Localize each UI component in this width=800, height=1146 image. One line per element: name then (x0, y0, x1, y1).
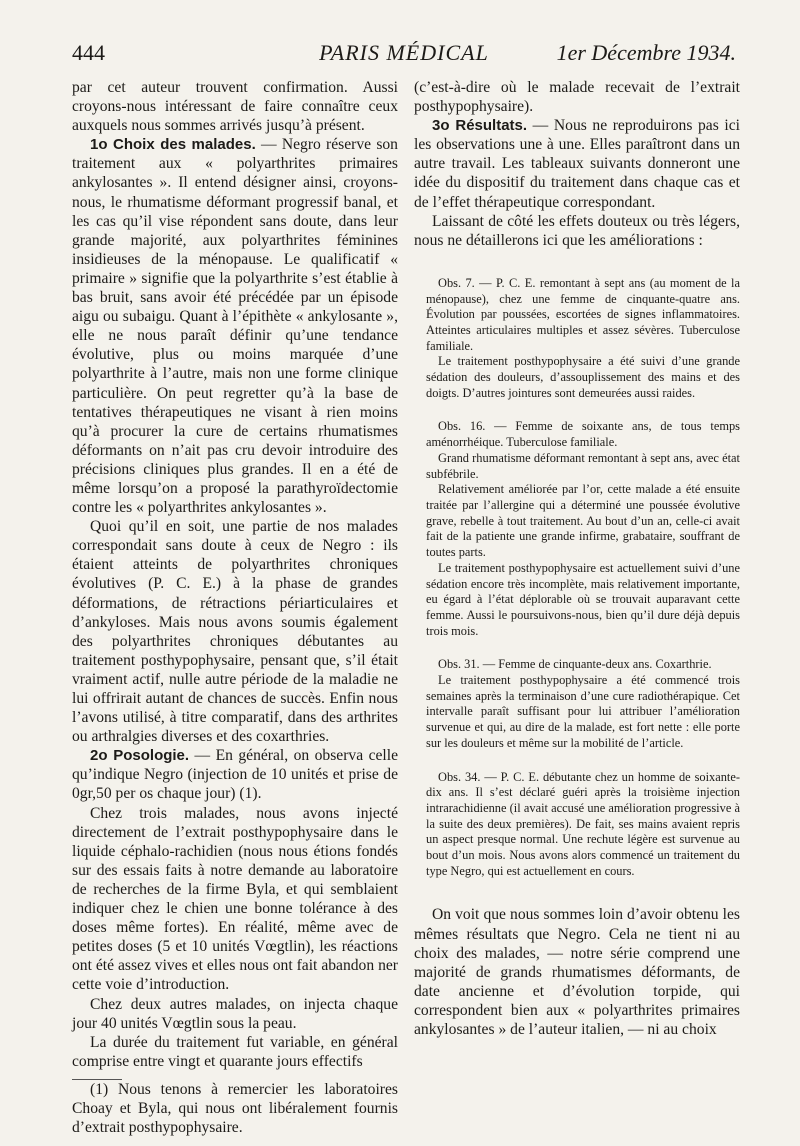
observation-7 (426, 276, 740, 402)
obs-text: Obs. 16. — Femme de soixante ans, de tous temps aménorrhéique. Tuberculose familiale. (426, 419, 740, 450)
paragraph: On voit que nous sommes loin d’avoir obtenu les mêmes résultats que Negro. Cela ne tient ni au choix des malades, — notre série comprend une majorité de grands rhumatismes déformants, de date ancienne et d’évolution torpide, qui correspondent bien aux « polyarthrites primaires ankylosantes » de l’auteur italien, — ni au choix (414, 906, 740, 1039)
paragraph: Chez deux autres malades, on injecta chaque jour 40 unités Vœgtlin sous la peau. (72, 995, 398, 1032)
obs-text: Relativement améliorée par l’or, cette malade a été ensuite traitée par l’allergine qui a déterminé une poussée évolutive grave, rebelle à tout traitement. Au bout d’un an, celle-ci avait fait de la patiente une grande infirme, grabataire, souffrant de toutes parts. (426, 482, 740, 560)
section-heading: 1o Choix des malades. (90, 136, 256, 154)
paragraph: Laissant de côté les effets douteux ou très légers, nous ne détaillerons ici que les améliorations : (414, 212, 740, 249)
section-heading: 2o Posologie. (90, 747, 190, 765)
section-choix (72, 135, 398, 517)
observation-16 (426, 419, 740, 639)
obs-text: Obs. 34. — P. C. E. débutante chez un homme de soixante-dix ans. Il s’est déclaré guéri après la troisième injection intrarachidienne (il avait accusé une amélioration progressive à la suite des deux premières). De fait, ses mains avaient repris un aspect presque normal. Une rechute légère est survenue au bout d’un mois. Nous avons alors commencé un traitement du type Negro, qui est actuellement en cours. (426, 769, 740, 878)
paragraph: Chez trois malades, nous avons injecté directement de l’extrait posthypophysaire dans le liquide céphalo-rachidien (nous nous étions fondés sur des essais faits à notre demande au laboratoire de recherches de la firme Byla, et qui semblaient indiquer chez le chien une bonne tolérance à des doses même fortes). En réalité, même avec de petites doses (5 et 10 unités Vœgtlin), les réactions ont été assez vives et elles nous ont fait abandon ner cette voie d’introduction. (72, 804, 398, 994)
section-body: — En général, on observa celle qu’indique Negro (injection de 10 unités et prise de 0gr,50 per os chaque jour) (1). (72, 747, 399, 803)
right-column (414, 78, 740, 1039)
obs-text: Grand rhumatisme déformant remontant à sept ans, avec état subfébrile. (426, 450, 740, 481)
obs-text: Le traitement posthypophysaire a été suivi d’une grande sédation des douleurs, d’assouplissement des mains et des doigts. D’autres jointures sont demeurées aussi raides. (426, 354, 740, 400)
left-column (72, 78, 398, 1137)
section-posologie (72, 746, 398, 803)
issue-date: 1er Décembre 1934. (556, 40, 736, 65)
obs-text: Le traitement posthypophysaire a été commencé trois semaines après la terminaison d’une cure radiothérapique. Cet intervalle paraît suffisant pour lui attribuer l’amélioration survenue et qui, au dire de la malade, est fort nette : elle porte sur les douleurs et même sur la mobilité de l’article. (426, 673, 740, 750)
page-number: 444 (72, 40, 105, 65)
observation-31 (426, 657, 740, 751)
paragraph: La durée du traitement fut variable, en général comprise entre vingt et quarante jours effectifs (72, 1033, 398, 1070)
journal-title: PARIS MÉDICAL (319, 40, 489, 65)
obs-text: Obs. 31. — Femme de cinquante-deux ans. Coxarthrie. (438, 657, 712, 672)
section-resultats (414, 116, 740, 211)
observation-34 (426, 770, 740, 880)
paragraph: par cet auteur trouvent confirmation. Aussi croyons-nous intéressant de faire connaître ceux auxquels nous sommes arrivés jusqu’à présent. (72, 79, 398, 135)
section-body: — Nous ne reproduirons pas ici les observations une à une. Elles paraîtront dans un autre travail. Les tableaux suivants donneront une idée du dispositif du traitement dans chaque cas et de l’effet thérapeutique correspondant. (414, 117, 740, 211)
obs-text: Obs. 7. — P. C. E. remontant à sept ans (au moment de la ménopause), chez une femme de cinquante-quatre ans. Évolution par poussées, escortées de signes inflammatoires. Atteintes articulaires multiples et assez sévères. Tuberculose familiale. (426, 275, 740, 353)
footnote: (1) Nous tenons à remercier les laboratoires Choay et Byla, qui nous ont libéralement fournis d’extrait posthypophysaire. (72, 1080, 398, 1137)
running-header (72, 40, 736, 72)
section-body: — Negro réserve son traitement aux « polyarthrites primaires ankylosantes ». Il entend désigner ainsi, croyons-nous, le rhumatisme déformant progressif banal, et les cas qu’il vise répondent sans doute, dans leur grande majorité, aux polyarthrites féminines insidieuses de la ménopause. Le qualificatif « primaire » signifie que la polyarthrite s’est établie à bas bruit, sans avoir été précédée par un épisode aigu ou subaigu. Quant à l’épithète « ankylosante », elle ne nous paraît définir qu’une tendance évolutive, plus ou moins marquée d’une polyarthrite à l’autre, mais non une forme clinique particulière. On peut regretter qu’à la base de tentatives thérapeutiques ne visant à rien moins qu’à procurer la cure de certains rhumatismes déformants on n’ait pas cru devoir introduire des précisions cliniques plus grandes. Il en a été de même lorsqu’on a proposé la parathyroïdectomie contre les « polyarthrites ankylosantes ». (72, 136, 398, 517)
obs-text: Le traitement posthypophysaire est actuellement suivi d’une sédation encore très incomplète, mais relativement importante, eu égard à l’état déplorable où se trouvait auparavant cette femme. Aussi le poursuivons-nous, bien qu’il dure déjà depuis trois mois. (426, 560, 740, 638)
section-heading: 3o Résultats. (432, 117, 528, 135)
paragraph: Quoi qu’il en soit, une partie de nos malades correspondait sans doute à ceux de Negro : ils étaient atteints de polyarthrites chroniques évolutives (P. C. E.) à la phase de grandes déformations, de rétractions périarticulaires et d’ankyloses. Mais nous avons soumis également des polyarthrites chroniques débutantes au traitement posthypophysaire, pensant que, s’il était vraiment actif, nulle autre période de la maladie ne lui offrirait autant de chances de succès. Enfin nous l’avons utilisé, à titre comparatif, dans des arthrites ou arthralgies diverses et des coxarthries. (72, 518, 398, 746)
paragraph: (c’est-à-dire où le malade recevait de l’extrait posthypophysaire). (414, 79, 740, 116)
